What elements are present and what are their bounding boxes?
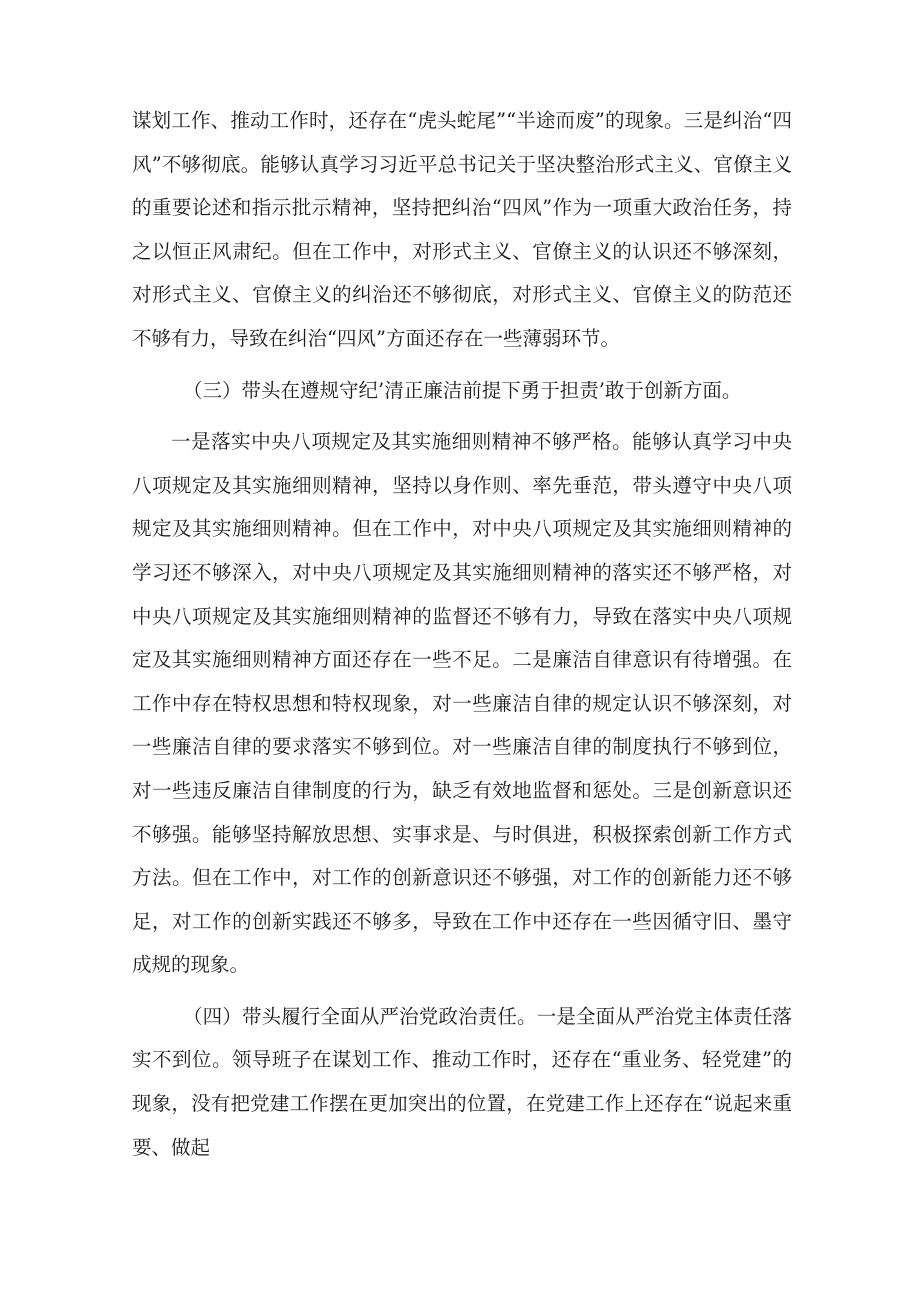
paragraph-section-3-body: 一是落实中央八项规定及其实施细则精神不够严格。能够认真学习中央八项规定及其实施细则精神，坚持以身作则、率先垂范，带头遵守中央八项规定及其实施细则精神。但在工作中，对中央八项规定及其实施细则精神的学习还不够深入，对中央八项规定及其实施细则精神的落实还不够严格，对中央八项规定及其实施细则精神的监督还不够有力，导致在落实中央八项规定及其实施细则精神方面还存在一些不足。二是廉洁自律意识有待增强。在工作中存在特权思想和特权现象，对一些廉洁自律的规定认识不够深刻，对一些廉洁自律的要求落实不够到位。对一些廉洁自律的制度执行不够到位，对一些违反廉洁自律制度的行为，缺乏有效地监督和惩处。三是创新意识还不够强。能够坚持解放思想、实事求是、与时俱进，积极探索创新工作方式方法。但在工作中，对工作的创新意识还不够强，对工作的创新能力还不够足，对工作的创新实践还不够多，导致在工作中还存在一些因循守旧、墨守成规的现象。 — [132, 430, 792, 977]
paragraph-gap — [132, 987, 792, 995]
paragraph-gap — [132, 412, 792, 420]
paragraph-section-4: （四）带头履行全面从严治党政治责任。一是全面从严治党主体责任落实不到位。领导班子在谋划工作、推动工作时，还存在“重业务、轻党建”的现象，没有把党建工作摆在更加突出的位置，在党建工作上还存在“说起来重要、做起 — [132, 1004, 792, 1159]
paragraph-continuation: 谋划工作、推动工作时，还存在“虎头蛇尾”“半途而废”的现象。三是纠治“四风”不够彻底。能够认真学习习近平总书记关于坚决整治形式主义、官僚主义的重要论述和指示批示精神，坚持把纠治“四风”作为一项重大政治任务，持之以恒正风肃纪。但在工作中，对形式主义、官僚主义的认识还不够深刻，对形式主义、官僚主义的纠治还不够彻底，对形式主义、官僚主义的防范还不够有力，导致在纠治“四风”方面还存在一些薄弱环节。 — [132, 109, 792, 350]
section-heading-3: （三）带头在遵规守纪’清正廉洁前提下勇于担责’敢于创新方面。 — [183, 378, 742, 402]
paragraph-gap — [132, 361, 792, 369]
document-body — [132, 99, 792, 1169]
